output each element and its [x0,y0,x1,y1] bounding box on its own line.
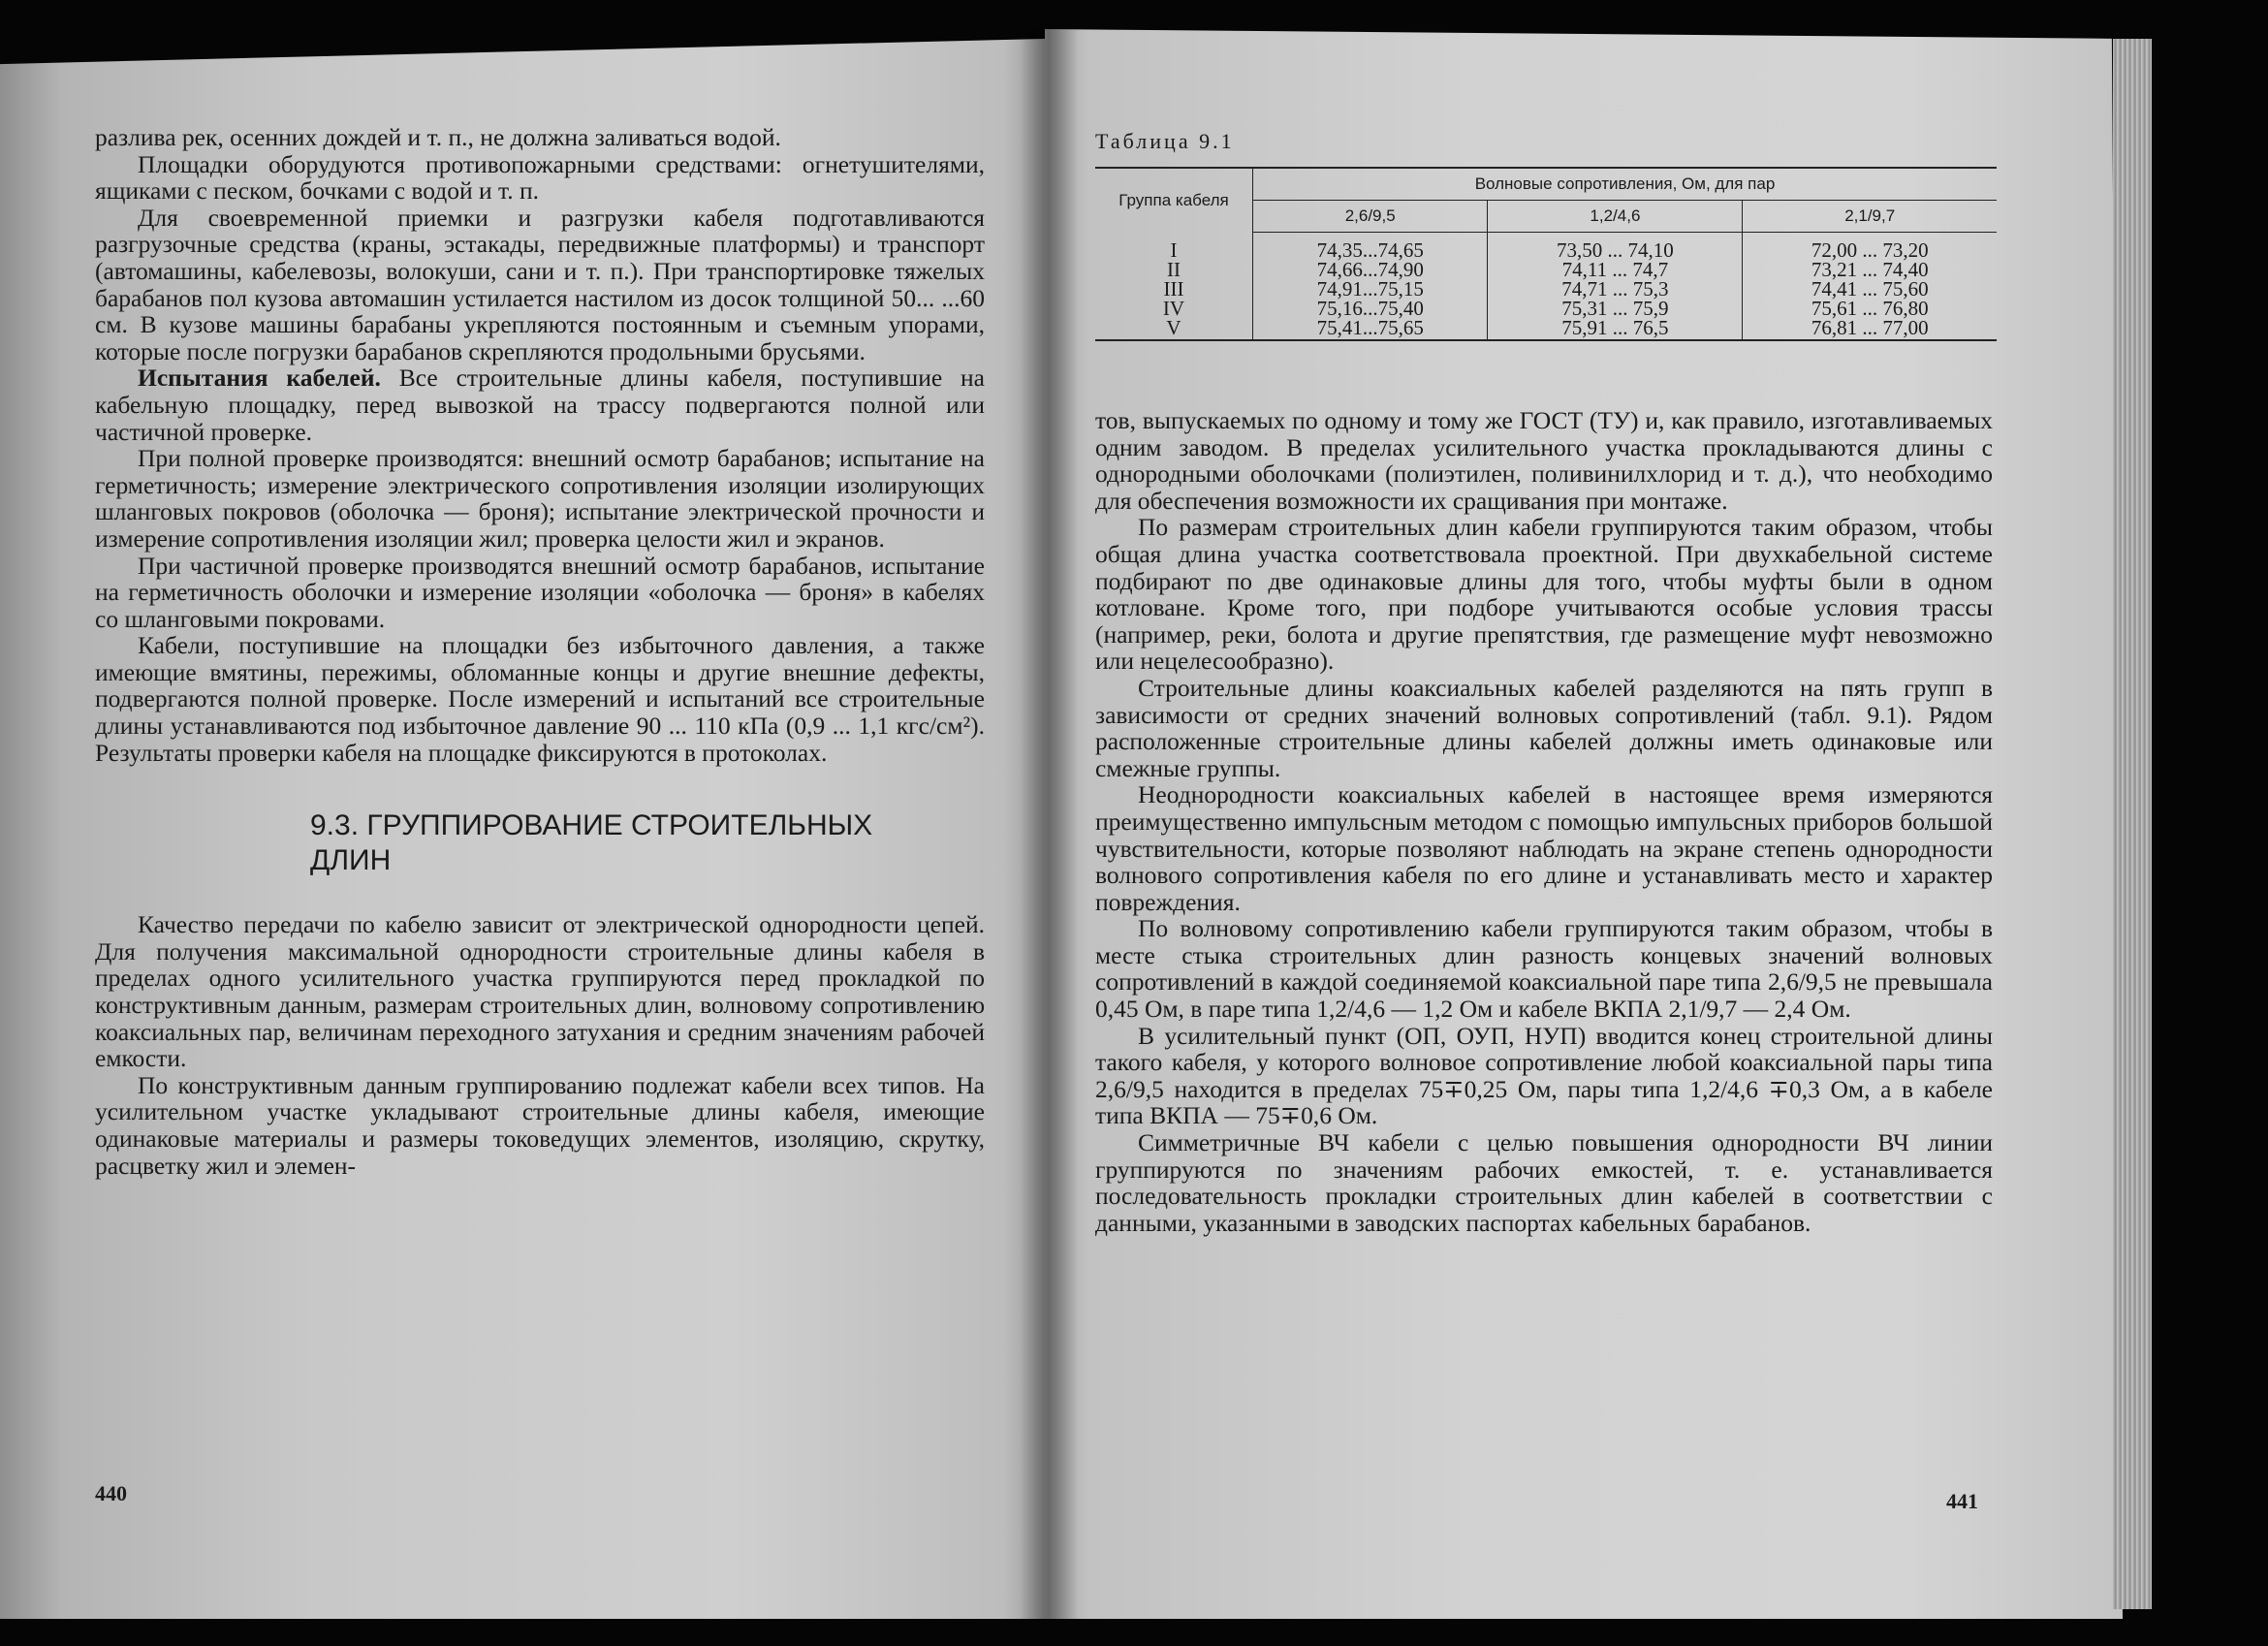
table-cell: 73,21 ... 74,40 [1811,258,1929,281]
table-cell: 74,71 ... 75,3 [1488,279,1743,299]
table-cell: 75,41...75,65 [1253,318,1488,340]
paragraph: Площадки оборудуются противопожарными средствами: огнетушителями, ящиками с песком, бочками с водой и т. п. [95,149,985,206]
table-column-header: 2,1/9,7 [1743,201,1997,233]
table-cell-group: I [1095,233,1253,261]
table-cell-group: IV [1095,299,1253,318]
paragraph: При полной проверке производятся: внешний осмотр барабанов; испытание на герметичность; измерение электрического сопротивления изоляции изолирующих шланговых покровов (оболочка — броня); испытание электрической прочности и измерение сопротивления изоляции жил; проверка целости жил и экранов. [95,444,985,553]
table-row [1095,318,1997,340]
paragraph: Для своевременной приемки и разгрузки кабеля подготавливаются разгрузочные средства (краны, эстакады, передвижные платформы) и транспорт (автомашины, кабелевозы, волокуши, сани и т. п.). При транспортировке тяжелых барабанов пол кузова автомашин устилается настилом из досок толщиной 50... ...60 см. В кузове машины барабаны укрепляются постоянным и съемным упорами, которые после погрузки барабанов скрепляются продольными брусьями. [95,203,985,365]
paragraph: Качество передачи по кабелю зависит от электрической однородности цепей. Для получения максимальной однородности строительные длины кабеля в пределах одного усилительного участка группируются перед прокладкой по конструктивным данным, размерам строительных длин, волновому сопротивлению коаксиальных пар, величинам переходного затухания и средним значениям рабочей емкости. [95,910,985,1073]
paragraph: разлива рек, осенних дождей и т. п., не должна заливаться водой. [95,123,781,151]
table-cell: 74,91...75,15 [1253,279,1488,299]
table-row [1095,279,1997,299]
paragraph: При частичной проверке производятся внешний осмотр барабанов, испытание на герметичность оболочки и измерение изоляции «оболочка — броня» в кабелях со шланговыми покровами. [95,551,985,633]
table-column-header: 2,6/9,5 [1253,201,1488,233]
paragraph: В усилительный пункт (ОП, ОУП, НУП) вводится конец строительной длины такого кабеля, у которого волновое сопротивление любой коаксиальной пары типа 2,6/9,5 находится в пределах 75∓0,25 Ом, пары типа 1,2/4,6 ∓0,3 Ом, а в кабеле типа ВКПА — 75∓0,6 Ом. [1095,1021,1993,1130]
table-cell: 75,61 ... 76,80 [1811,297,1929,320]
table-cell: 74,66...74,90 [1253,260,1488,279]
paragraph-lead: Испытания кабелей. [138,364,381,393]
table-cell: 75,31 ... 75,9 [1488,299,1743,318]
section-heading: 9.3. ГРУППИРОВАНИЕ СТРОИТЕЛЬНЫХ ДЛИН [310,809,873,877]
paragraph: Симметричные ВЧ кабели с целью повышения однородности ВЧ линии группируются по значениям рабочих емкостей, т. е. устанавливается последовательность прокладки строительных длин кабелей в соответствии с данными, указанными в заводских паспортах кабельных барабанов. [1095,1128,1993,1237]
table-cell: 75,16...75,40 [1253,299,1488,318]
paragraph: По конструктивным данным группированию подлежат кабели всех типов. На усилительном участке укладывают строительные длины кабеля, имеющие одинаковые материалы и размеры токоведущих элементов, изоляцию, скрутку, расцветку жил и элемен- [95,1070,985,1180]
paragraph: Кабели, поступившие на площадки без избыточного давления, а также имеющие вмятины, пережимы, обломанные концы и другие внешние дефекты, подвергаются полной проверке. После измерений и испытаний все строительные длины устанавливаются под избыточное давление 90 ... 110 кПа (0,9 ... 1,1 кгс/см²). Результаты проверки кабеля на площадке фиксируются в протоколах. [95,631,985,767]
paragraph: По волновому сопротивлению кабели группируются таким образом, чтобы в месте стыка строительных длин разность концевых значений волновых сопротивлений в каждой соединяемой коаксиальной паре типа 2,6/9,5 не превышала 0,45 Ом, в паре типа 1,2/4,6 — 1,2 Ом и кабеле ВКПА 2,1/9,7 — 2,4 Ом. [1095,914,1993,1024]
table-cell: 72,00 ... 73,20 [1811,238,1929,262]
page-number: 440 [95,1481,127,1505]
table-row [1095,260,1997,279]
table-cell: 74,41 ... 75,60 [1811,277,1929,301]
table-column-header: 1,2/4,6 [1488,201,1743,233]
table-header-span: Волновые сопротивления, Ом, для пар [1253,168,1998,201]
table-cell: 75,91 ... 76,5 [1488,318,1743,340]
table-cell: 73,50 ... 74,10 [1488,233,1743,261]
paragraph: Строительные длины коаксиальных кабелей разделяются на пять групп в зависимости от средних значений волновых сопротивлений (табл. 9.1). Рядом расположенные строительные длины кабелей должны иметь одинаковые или смежные группы. [1095,673,1993,782]
table-cell: 74,11 ... 74,7 [1488,260,1743,279]
table-cell: 76,81 ... 77,00 [1743,318,1997,340]
table-title: Таблица 9.1 [1095,129,1235,153]
book-binding [1020,29,1078,1619]
paragraph-text: Все строительные длины кабеля, поступившие на кабельную площадку, перед вывозкой на трассу подвергаются полной или частичной проверке. [95,364,986,446]
page-number: 441 [1946,1489,1978,1513]
table-header-group: Группа кабеля [1095,168,1253,233]
table-cell-group: III [1095,279,1253,299]
paragraph [95,364,985,445]
paragraph: По размерам строительных длин кабели группируются таким образом, чтобы общая длина участка соответствовала проектной. При двухкабельной системе подбирают по две одинаковые длины для того, чтобы муфты были в одном котловане. Кроме того, при подборе учитываются особые условия трассы (например, реки, болота и другие препятствия, где размещение муфт невозможно или нецелесообразно). [1095,513,1993,676]
paragraph: тов, выпускаемых по одному и тому же ГОСТ (ТУ) и, как правило, изготавливаемых одним заводом. В пределах усилительного участка прокладываются длины с однородными оболочками (полиэтилен, поливинилхлорид и т. д.), что необходимо для обеспечения возможности их сращивания при монтаже. [1095,406,1993,515]
table-cell-group: II [1095,260,1253,279]
paragraph: Неоднородности коаксиальных кабелей в настоящее время измеряются преимущественно импульсным методом с помощью импульсных приборов большой чувствительности, которые позволяют наблюдать на экране степень однородности волнового сопротивления кабеля по его длине и устанавливать место и характер повреждения. [1095,780,1993,916]
table-row [1095,299,1997,318]
right-text-column [1095,407,1993,1236]
table-cell-group: V [1095,318,1253,340]
page-edges [2113,39,2152,1609]
table-row [1095,233,1997,261]
left-text-column [95,124,985,1179]
table-cell: 74,35...74,65 [1253,233,1488,261]
data-table [1095,167,1997,341]
